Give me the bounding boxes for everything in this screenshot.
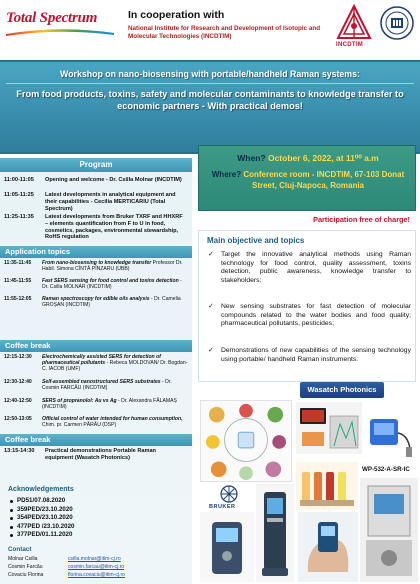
objectives-panel xyxy=(198,230,416,382)
workshop-subtitle: From food products, toxins, safety and molecular contaminants to knowledge transfer to economic partners - With practical demos! xyxy=(16,89,404,111)
institute-seal-icon xyxy=(380,6,414,40)
checkmark-icon: ✓ xyxy=(208,347,214,354)
talk-speaker: - Dr. Csilla MOLNÁR (INCDTIM) xyxy=(42,278,182,291)
program-item xyxy=(4,398,190,410)
banner-divider xyxy=(6,83,414,84)
food-samples-image xyxy=(200,400,292,482)
contact-name: Cosmin Farcău xyxy=(8,564,43,570)
header xyxy=(0,0,420,58)
institute-name: National Institute for Research and Development of Isotopic and Molecular Technologies (INCDTIM) xyxy=(128,25,321,40)
talk-title: From nano-biosensing to knowledge transfer xyxy=(42,260,152,266)
talk-title: Electrochemically assisted SERS for detection of pharmaceutical pollutants xyxy=(42,354,161,367)
program-time: 11:35-11:45 xyxy=(4,260,32,266)
checkmark-icon: ✓ xyxy=(208,303,214,310)
talk-speaker: Chim. pr. Carmen PĂRĂU (DSP) xyxy=(42,422,117,429)
where-label: Where? xyxy=(211,170,242,179)
talk-title: Fast SERS sensing for food control and toxins detection xyxy=(42,278,179,284)
program-text: Latest developments from Bruker TXRF and HHXRF – elements quantification from F to U in food, cosmetics, packages, environmental stewardship, RoHS regulation xyxy=(45,214,183,241)
objective-text: Target the innovative analytical methods using Raman technology for food control, quality assessment, toxins detection, public awareness, knowledge transfer to stakeholders; xyxy=(221,251,411,284)
program-time: 11:25-11:35 xyxy=(4,214,34,220)
event-when xyxy=(199,153,417,164)
contact-email-link[interactable]: csilla.molnar@itim-cj.ro xyxy=(68,556,121,562)
lab-instrument-image xyxy=(360,478,418,582)
bruker-label: BRUKER xyxy=(209,504,236,510)
list-item: 354PED/23.10.2020 xyxy=(10,514,190,523)
xrf-analyzer-image xyxy=(256,484,294,582)
cooperation-title: In cooperation with xyxy=(128,9,225,21)
talk-title: Self-assembled nanostructured SERS substrates xyxy=(42,379,161,385)
objective-item xyxy=(208,251,411,285)
application-topics-heading: Application topics xyxy=(0,246,192,258)
contact-heading: Contact xyxy=(8,546,32,553)
program-text: Latest developments in analytical equipment and their capabilities - Cecilia MERTICARIU (Total Spectrum) xyxy=(45,192,176,212)
program-text: Practical demonstrations Portable Raman equipment (Wasatch Photonics) xyxy=(45,448,156,461)
program-time: 12:50-13:05 xyxy=(4,416,32,422)
acknowledgements-heading: Acknowledgements xyxy=(8,486,74,493)
program-item xyxy=(4,448,190,462)
objective-text: Demonstrations of new capabilities of the sensing technology using portable/ handheld Raman instruments. xyxy=(221,347,411,363)
program-item xyxy=(4,416,190,428)
logo-swoosh-icon xyxy=(6,27,114,37)
coffee-break-heading: Coffee break xyxy=(0,340,192,352)
talk-speaker: - Dr. Alexandra FĂLAMAȘ (INCDTIM) xyxy=(42,398,177,411)
where-value: Conference room - INCDTIM, 67-103 Donat Street, Cluj-Napoca, Romania xyxy=(243,170,405,190)
incdtim-logo-icon xyxy=(336,4,372,42)
incdtim-label: INCDTIM xyxy=(336,42,364,48)
program-time: 11:00-11:05 xyxy=(4,177,34,183)
contact-name: Covaciu Florina xyxy=(8,572,44,578)
handheld-probe-image xyxy=(364,405,416,461)
program-time: 12:15-12:30 xyxy=(4,354,32,360)
program-item xyxy=(4,379,190,391)
program-time: 11:05-11:25 xyxy=(4,192,34,198)
program-item xyxy=(4,214,190,241)
objective-item xyxy=(208,303,411,329)
talk-speaker: - Rebeca MOLDOVAN/ Dr. Bogdan-C. IACOB (UMF) xyxy=(42,360,188,373)
objectives-heading: Main objective and topics xyxy=(207,236,305,245)
program-item xyxy=(4,296,190,308)
acknowledgements-list xyxy=(10,497,190,540)
contact-row xyxy=(8,556,192,562)
program-item xyxy=(4,354,190,373)
contact-email-link[interactable]: cosmin.farcau@itim-cj.ro xyxy=(68,564,125,570)
list-item: 359PED/23.10.2020 xyxy=(10,506,190,515)
program-time: 12:30-12:40 xyxy=(4,379,32,385)
handheld-device-image xyxy=(298,512,358,582)
contact-name: Molnar Csilla xyxy=(8,556,38,562)
list-item: 477PED /23.10.2020 xyxy=(10,523,190,532)
checkmark-icon: ✓ xyxy=(208,251,214,258)
total-spectrum-logo: Total Spectrum xyxy=(6,10,98,26)
portable-spectrometer-image xyxy=(200,512,254,582)
talk-speaker: - Dr. Camelia GROȘAN (INCDTIM) xyxy=(42,296,181,309)
program-time: 12:40-12:50 xyxy=(4,398,32,404)
program-item xyxy=(4,278,190,290)
program-item xyxy=(4,192,190,212)
event-details-box xyxy=(198,145,416,211)
wasatch-photonics-logo: Wasatch Photonics xyxy=(300,382,384,398)
program-time: 13:15-14:30 xyxy=(4,448,35,454)
talk-speaker: Professor Dr. Habil. Simona CÎNTĂ PÎNZARU (UBB) xyxy=(42,260,183,273)
free-participation-notice: Participation free of charge! xyxy=(313,215,410,224)
talk-title: Raman spectroscopy for edible oils analysis xyxy=(42,296,150,302)
talk-title: Official control of water intended for human consumption, xyxy=(42,416,183,422)
talk-title: SERS of propranolol: Au vs Ag xyxy=(42,398,117,404)
wp-model-label: WP-532-A-SR-IC xyxy=(362,466,410,473)
list-item: 377PED/01.11.2020 xyxy=(10,531,190,540)
contact-row xyxy=(8,564,192,570)
program-item xyxy=(4,177,190,184)
when-value: October 6, 2022, at 11⁰⁰ a.m xyxy=(267,153,379,163)
event-where xyxy=(199,170,417,191)
vials-image xyxy=(296,462,358,510)
bruker-logo-icon xyxy=(208,484,250,504)
program-heading: Program xyxy=(0,158,192,172)
raman-setup-image xyxy=(296,402,362,454)
when-label: When? xyxy=(237,153,266,163)
workshop-title: Workshop on nano-biosensing with portable/handheld Raman systems: xyxy=(60,69,360,79)
talk-speaker: - Dr. Cosmin FARCĂU (INCDTIM) xyxy=(42,379,172,392)
program-text: Opening and welcome - Dr. Csilla Molnar (INCDTIM) xyxy=(45,177,182,183)
objective-text: New sensing substrates for fast detection of molecular compounds related to the water bodies and food quality; pharmaceutical pollutants, pesticides; xyxy=(221,303,411,328)
program-item xyxy=(4,260,190,272)
list-item: PD51/07.08.2020 xyxy=(10,497,190,506)
contact-row xyxy=(8,572,192,578)
contact-email-link[interactable]: florina.covaciu@itim-cj.ro xyxy=(68,572,125,578)
objective-item xyxy=(208,347,411,364)
workshop-banner xyxy=(0,60,420,154)
program-time: 11:45-11:55 xyxy=(4,278,32,284)
program-time: 11:55-12:05 xyxy=(4,296,32,302)
coffee-break-heading-2: Coffee break xyxy=(0,434,192,446)
